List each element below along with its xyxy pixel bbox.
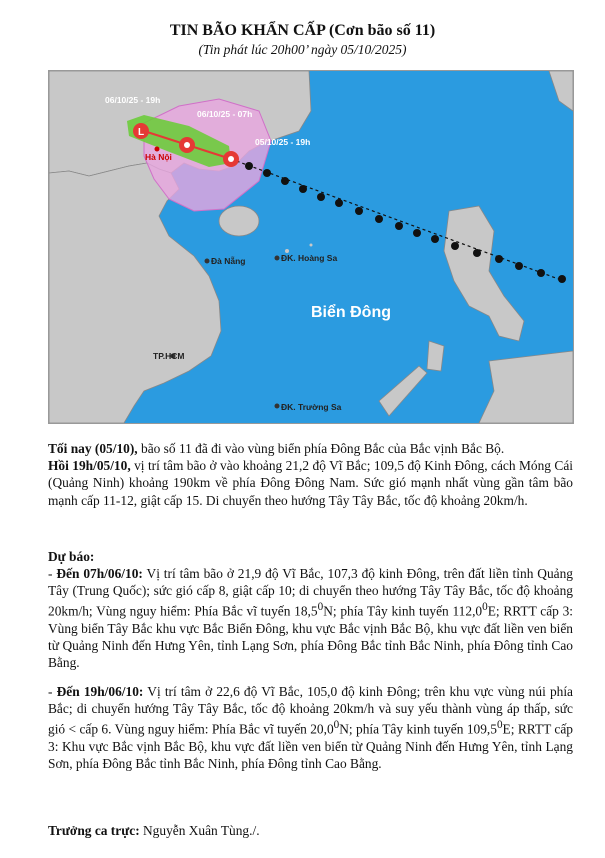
degree-sup: 0 bbox=[317, 601, 324, 614]
label-06-19h: 06/10/25 - 19h bbox=[105, 95, 161, 105]
danang-marker bbox=[205, 259, 210, 264]
visayas-mindanao bbox=[479, 351, 573, 423]
label-05-19h: 05/10/25 - 19h bbox=[255, 137, 311, 147]
hainan-island bbox=[219, 206, 259, 236]
tonight-text: bão số 11 đã đi vào vùng biển phía Đông Bắc của Bắc vịnh Bắc Bộ. bbox=[137, 441, 505, 456]
island-dot bbox=[310, 244, 313, 247]
signer-label: Trưởng ca trực: bbox=[48, 823, 140, 838]
forecast-dash: - bbox=[48, 566, 57, 581]
forecast-heading-text: Dự báo: bbox=[48, 549, 95, 564]
signature-line bbox=[48, 822, 573, 839]
degree-sup: 0 bbox=[496, 719, 503, 732]
degree-sup: 0 bbox=[333, 719, 340, 732]
storm-icon-05-19h bbox=[223, 151, 239, 167]
forecast-19h-text-b: N; phía Tây kinh tuyến 109,5 bbox=[339, 721, 497, 737]
svg-text:L: L bbox=[137, 127, 145, 138]
label-hanoi: Hà Nội bbox=[145, 152, 172, 162]
forecast-item-07h bbox=[48, 565, 573, 672]
storm-track-map bbox=[48, 70, 574, 424]
tonight-label: Tối nay (05/10), bbox=[48, 441, 138, 456]
bulletin-title: TIN BÃO KHẨN CẤP (Cơn bão số 11) bbox=[169, 22, 436, 39]
forecast-dash: - bbox=[48, 684, 57, 699]
storm-icon-06-19h bbox=[133, 123, 149, 139]
storm-icon-06-07h bbox=[179, 137, 195, 153]
forecast-07h-text-c: E; RRTT cấp 3: Vùng biển Tây Bắc khu vực Bắc Biển Đông, khu vực Bắc vịnh Bắc Bộ, khu vực đất liền ven biển từ Quảng Ninh đến Hưng Yên, tỉnh Lạng Sơn, phía Đông Bắc tỉnh Bắc Ninh, phía Đông tỉnh Cao Bằng. bbox=[48, 603, 574, 671]
label-tphcm: TP.HCM bbox=[153, 351, 185, 361]
hanoi-marker bbox=[155, 147, 160, 152]
forecast-19h-text-c: E; RRTT cấp 3: Khu vực Bắc vịnh Bắc Bộ, khu vực đất liền ven biển từ Quảng Ninh đến Hưng Yên, tỉnh Lạng Sơn, phía Đông Bắc tỉnh Bắc Ninh, phía Đông tỉnh Cao Bằng. bbox=[48, 721, 573, 772]
mindoro-island bbox=[427, 341, 444, 371]
hoangsa-marker bbox=[275, 256, 280, 261]
forecast-07h-text-b: N; phía Tây kinh tuyến 112,0 bbox=[323, 603, 483, 619]
forecast-07h-text-a: Vị trí tâm bão ở 21,9 độ Vĩ Bắc, 107,3 độ kinh Đông, trên đất liền tỉnh Quảng Tây (Trung Quốc); sức gió cấp 8, giật cấp 10; di chuyển theo hướng Tây Tây Bắc, tốc độ khoảng 20km/h; Vùng nguy hiểm: Phía Bắc vĩ tuyến 18,5 bbox=[48, 566, 573, 619]
label-06-07h: 06/10/25 - 07h bbox=[197, 109, 253, 119]
forecast-19h-label: Đến 19h/06/10: bbox=[56, 684, 144, 699]
forecast-07h-label: Đến 07h/06/10: bbox=[56, 566, 143, 581]
label-danang: Đà Nẵng bbox=[211, 256, 246, 266]
forecast-item-19h bbox=[48, 683, 573, 772]
at19h-label: Hồi 19h/05/10, bbox=[48, 458, 131, 474]
label-hoangsa: ĐK. Hoàng Sa bbox=[281, 253, 338, 263]
truongsa-marker bbox=[275, 404, 280, 409]
forecast-19h-text-a: Vị trí tâm ở 22,6 độ Vĩ Bắc, 105,0 độ kinh Đông; trên khu vực vùng núi phía Bắc; di chuyển hướng Tây Tây Bắc, tốc độ khoảng 20km/h và suy yếu thành vùng áp thấp, sức gió < cấp 6. Vùng nguy hiểm: Phía Bắc vĩ tuyến 20,0 bbox=[48, 684, 573, 737]
degree-sup: 0 bbox=[482, 601, 488, 614]
bulletin-subtitle: (Tin phát lúc 20h00’ ngày 05/10/2025) bbox=[198, 42, 407, 57]
signer-name: Nguyễn Xuân Tùng./. bbox=[139, 823, 260, 838]
forecast-heading bbox=[48, 548, 573, 565]
label-truongsa: ĐK. Trường Sa bbox=[281, 402, 342, 412]
current-status-paragraph bbox=[48, 440, 573, 509]
at19h-text: vị trí tâm bão ở vào khoảng 21,2 độ Vĩ Bắc; 109,5 độ Kinh Đông, cách Móng Cái (Quảng Ninh) khoảng 190km về phía Đông Đông Nam. Sức gió mạnh nhất vùng gần tâm bão mạnh cấp 11-12, giật cấp 15. Di chuyển theo hướng Tây Tây Bắc, tốc độ khoảng 20km/h. bbox=[48, 458, 573, 508]
label-bien-dong: Biển Đông bbox=[311, 304, 391, 321]
